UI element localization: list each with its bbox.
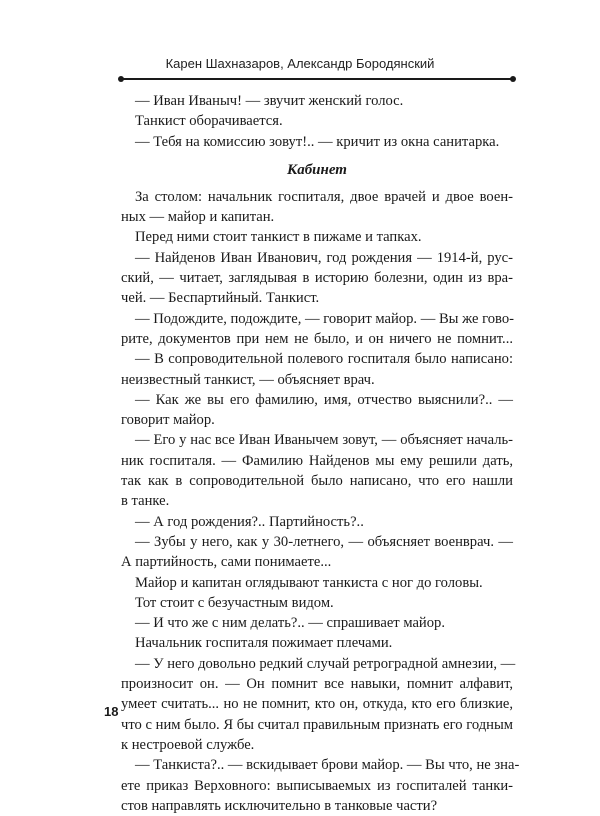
page-number: 18 [104, 704, 119, 719]
section-heading: Кабинет [287, 161, 347, 178]
paragraph-line: — Его у нас все Иван Иванычем зовут, — объясняет началь- [135, 432, 513, 449]
paragraph-line: — И что же с ним делать?.. — спрашивает майор. [135, 615, 445, 632]
rule-left-dot [118, 76, 124, 82]
paragraph-line: Перед ними стоит танкист в пижаме и тапках. [135, 229, 422, 246]
header-rule [121, 78, 513, 80]
paragraph-line: Начальник госпиталя пожимает плечами. [135, 635, 393, 652]
paragraph-line: ных — майор и капитан. [121, 209, 275, 226]
rule-right-dot [510, 76, 516, 82]
paragraph-line: — В сопроводительной полевого госпиталя было написано: [135, 351, 513, 368]
paragraph-line: ете приказ Верховного: выписываемых из госпиталей танки- [121, 777, 513, 794]
paragraph-line: в танке. [121, 493, 170, 510]
paragraph-line: А партийность, сами понимаете... [121, 554, 332, 571]
paragraph-line: За столом: начальник госпиталя, двое врачей и двое воен- [135, 188, 513, 205]
paragraph-line: так как в сопроводительной было написано, что его нашли [121, 473, 513, 490]
paragraph-line: что с ним было. Я бы считал правильным признать его годным [121, 716, 513, 733]
paragraph-line: Тот стоит с безучастным видом. [135, 594, 334, 611]
paragraph-line: — Танкиста?.. — вскидывает брови майор. — Вы что, не зна- [135, 757, 520, 774]
paragraph-line: неизвестный танкист, — объясняет врач. [121, 371, 375, 388]
paragraph-line: ник госпиталя. — Фамилию Найденов мы ему решили дать, [121, 452, 513, 469]
paragraph-line: говорит майор. [121, 412, 215, 429]
paragraph-line: к нестроевой службе. [121, 736, 255, 753]
paragraph-line: стов направлять исключительно в танковые части? [121, 797, 438, 814]
paragraph-line: умеет считать... но не помнит, кто он, откуда, кто его близкие, [121, 696, 513, 713]
running-header: Карен Шахназаров, Александр Бородянский [165, 56, 435, 71]
paragraph-line: рите, документов при нем не было, и он ничего не помнит... [121, 330, 513, 347]
paragraph-line: — Тебя на комиссию зовут!.. — кричит из окна санитарка. [135, 133, 500, 150]
paragraph-line: Майор и капитан оглядывают танкиста с ног до головы. [135, 574, 483, 591]
paragraph-line: произносит он. — Он помнит все навыки, помнит алфавит, [121, 676, 513, 693]
paragraph-line: ский, — читает, заглядывая в историю болезни, один из вра- [121, 270, 513, 287]
paragraph-line: — Иван Иваныч! — звучит женский голос. [135, 93, 404, 109]
paragraph-line: — А год рождения?.. Партийность?.. [135, 513, 364, 530]
paragraph-line: — Найденов Иван Иванович, год рождения — 1914-й, рус- [135, 249, 513, 266]
paragraph-line: — Как же вы его фамилию, имя, отчество выяснили?.. — [135, 391, 513, 408]
paragraph-line: — Подождите, подождите, — говорит майор. — Вы же гово- [135, 310, 515, 327]
paragraph-line: — Зубы у него, как у 30-летнего, — объясняет военврач. — [135, 533, 513, 550]
paragraph-line: Танкист оборачивается. [135, 113, 283, 130]
paragraph-line: чей. — Беспартийный. Танкист. [121, 290, 320, 307]
body-text [121, 91, 520, 816]
paragraph-line: — У него довольно редкий случай ретроградной амнезии, — [135, 655, 516, 672]
